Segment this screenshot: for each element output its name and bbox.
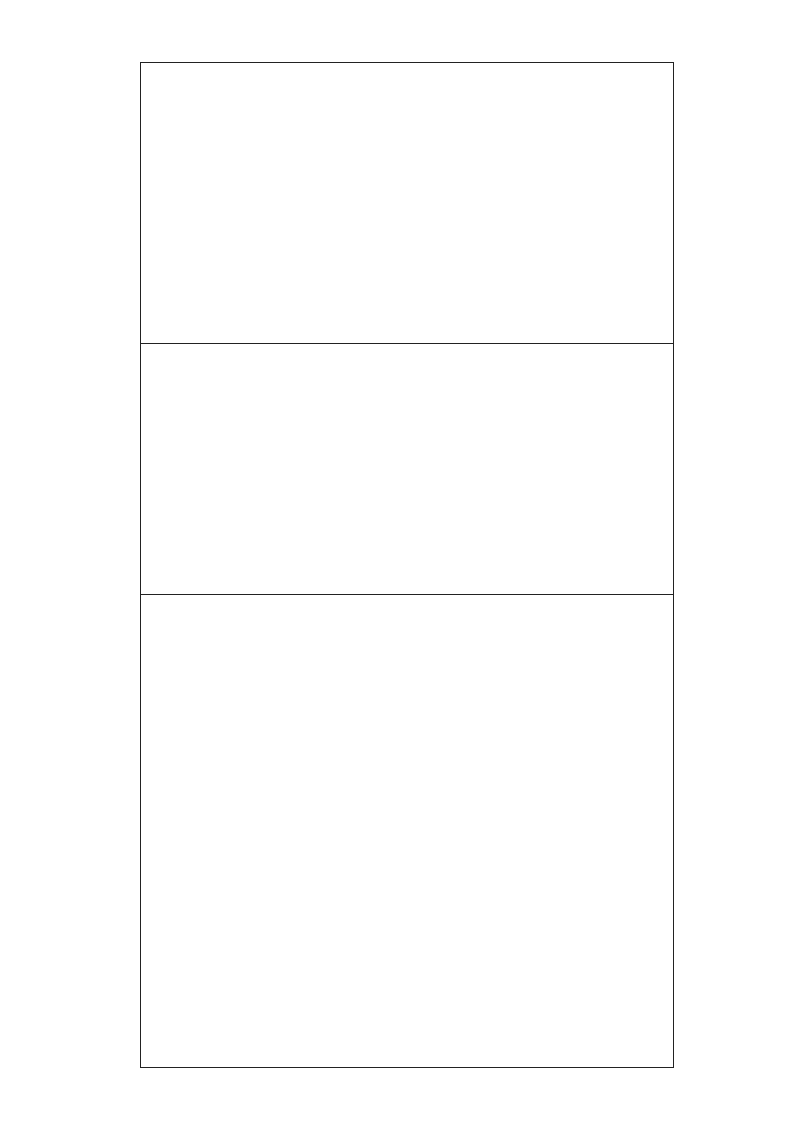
text-block-middle — [142, 348, 668, 591]
section-divider — [140, 343, 674, 344]
text-block-bottom — [142, 600, 668, 1064]
section-divider — [140, 594, 674, 595]
text-block-top — [142, 72, 668, 340]
